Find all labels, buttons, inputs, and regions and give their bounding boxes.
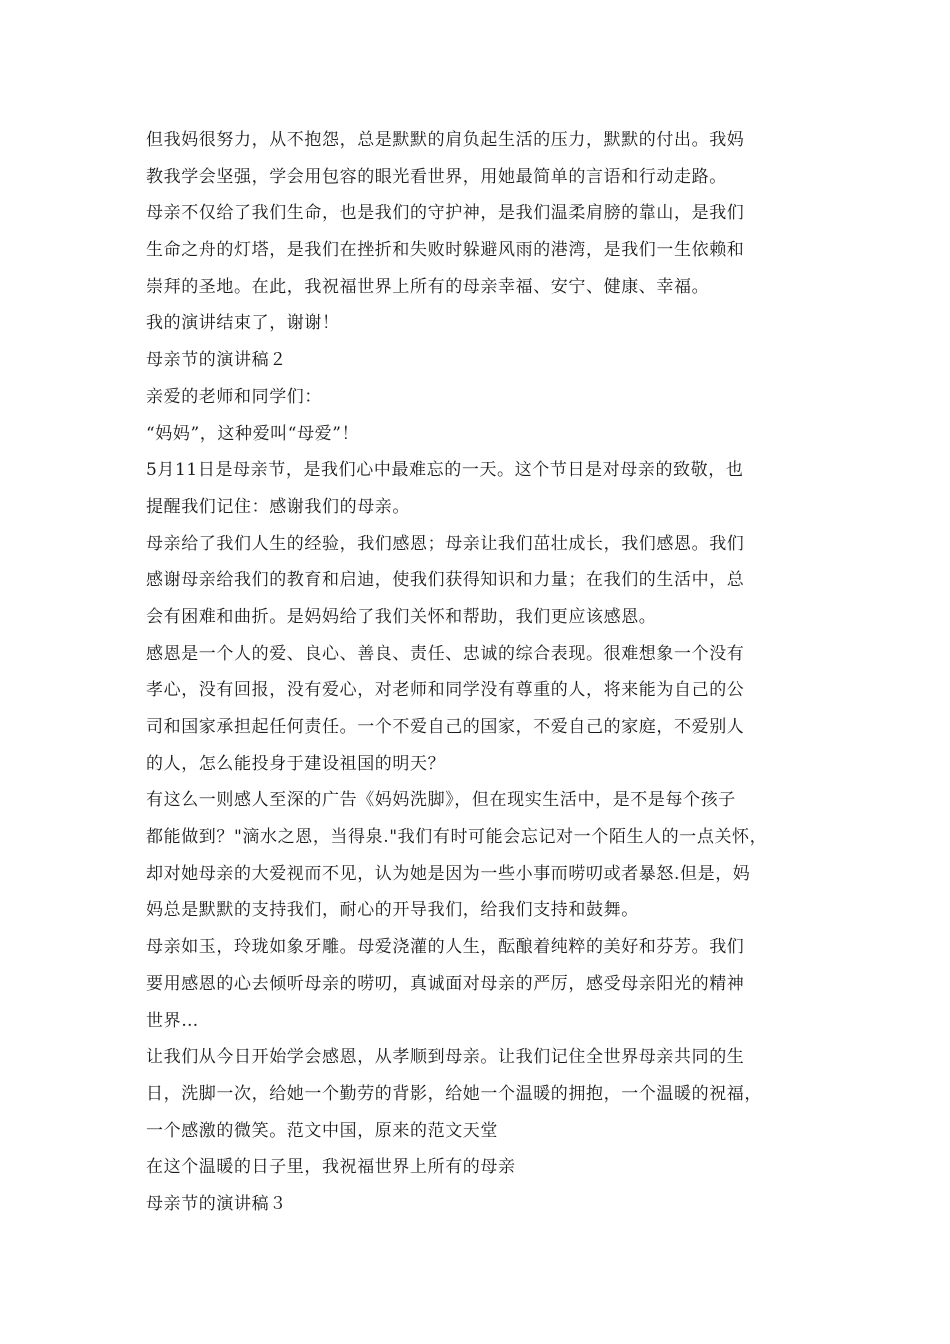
text-line: 有这么一则感人至深的广告《妈妈洗脚》，但在现实生活中，是不是每个孩子 bbox=[146, 790, 736, 811]
text-line: 母亲节的演讲稿２ bbox=[146, 350, 287, 371]
text-line: 母亲给了我们人生的经验，我们感恩；母亲让我们茁壮成长，我们感恩。我们 bbox=[146, 533, 745, 554]
text-line: 会有困难和曲折。是妈妈给了我们关怀和帮助，我们更应该感恩。 bbox=[146, 606, 657, 627]
text-line: 孝心，没有回报，没有爱心，对老师和同学没有尊重的人，将来能为自己的公 bbox=[146, 680, 745, 701]
text-line: 母亲节的演讲稿３ bbox=[146, 1193, 287, 1214]
text-line: 5月11日是母亲节，是我们心中最难忘的一天。这个节日是对母亲的致敬，也 bbox=[146, 460, 744, 481]
text-line: 我的演讲结束了，谢谢！ bbox=[146, 313, 340, 334]
text-line: 妈总是默默的支持我们，耐心的开导我们，给我们支持和鼓舞。 bbox=[146, 900, 639, 921]
text-line: 日，洗脚一次，给她一个勤劳的背影，给她一个温暖的拥抱，一个温暖的祝福， bbox=[146, 1083, 762, 1104]
text-line: 提醒我们记住：感谢我们的母亲。 bbox=[146, 496, 410, 517]
text-line: 崇拜的圣地。在此，我祝福世界上所有的母亲幸福、安宁、健康、幸福。 bbox=[146, 276, 710, 297]
text-line: 司和国家承担起任何责任。一个不爱自己的国家，不爱自己的家庭，不爱别人 bbox=[146, 717, 745, 737]
text-line: 亲爱的老师和同学们： bbox=[146, 386, 322, 407]
text-line: 但我妈很努力，从不抱怨，总是默默的肩负起生活的压力，默默的付出。我妈 bbox=[146, 130, 745, 150]
text-line: 教我学会坚强，学会用包容的眼光看世界，用她最简单的言语和行动走路。 bbox=[146, 166, 727, 187]
text-line: 一个感激的微笑。范文中国，原来的范文天堂 bbox=[146, 1120, 498, 1141]
text-line: 却对她母亲的大爱视而不见，认为她是因为一些小事而唠叨或者暴怒.但是，妈 bbox=[146, 863, 751, 884]
text-line: 母亲如玉，玲珑如象牙雕。母爱浇灌的人生，酝酿着纯粹的美好和芬芳。我们 bbox=[146, 937, 745, 958]
text-line: 都能做到？"滴水之恩，当得泉."我们有时可能会忘记对一个陌生人的一点关怀， bbox=[146, 827, 768, 848]
text-line: 的人，怎么能投身于建设祖国的明天？ bbox=[146, 753, 446, 774]
text-line: 要用感恩的心去倾听母亲的唠叨，真诚面对母亲的严厉，感受母亲阳光的精神 bbox=[146, 973, 745, 994]
text-line: 母亲不仅给了我们生命，也是我们的守护神，是我们温柔肩膀的靠山，是我们 bbox=[146, 203, 745, 224]
text-line: “妈妈”，这种爱叫“母爱”！ bbox=[146, 423, 360, 444]
text-line: 世界… bbox=[146, 1010, 199, 1031]
text-line: 感谢母亲给我们的教育和启迪，使我们获得知识和力量；在我们的生活中，总 bbox=[146, 570, 745, 591]
text-line: 生命之舟的灯塔，是我们在挫折和失败时躲避风雨的港湾，是我们一生依赖和 bbox=[146, 240, 745, 261]
text-line: 让我们从今日开始学会感恩，从孝顺到母亲。让我们记住全世界母亲共同的生 bbox=[146, 1047, 745, 1068]
text-line: 在这个温暖的日子里，我祝福世界上所有的母亲 bbox=[146, 1157, 516, 1178]
speech-text-body bbox=[146, 122, 826, 1223]
text-line: 感恩是一个人的爱、良心、善良、责任、忠诚的综合表现。很难想象一个没有 bbox=[146, 643, 745, 664]
